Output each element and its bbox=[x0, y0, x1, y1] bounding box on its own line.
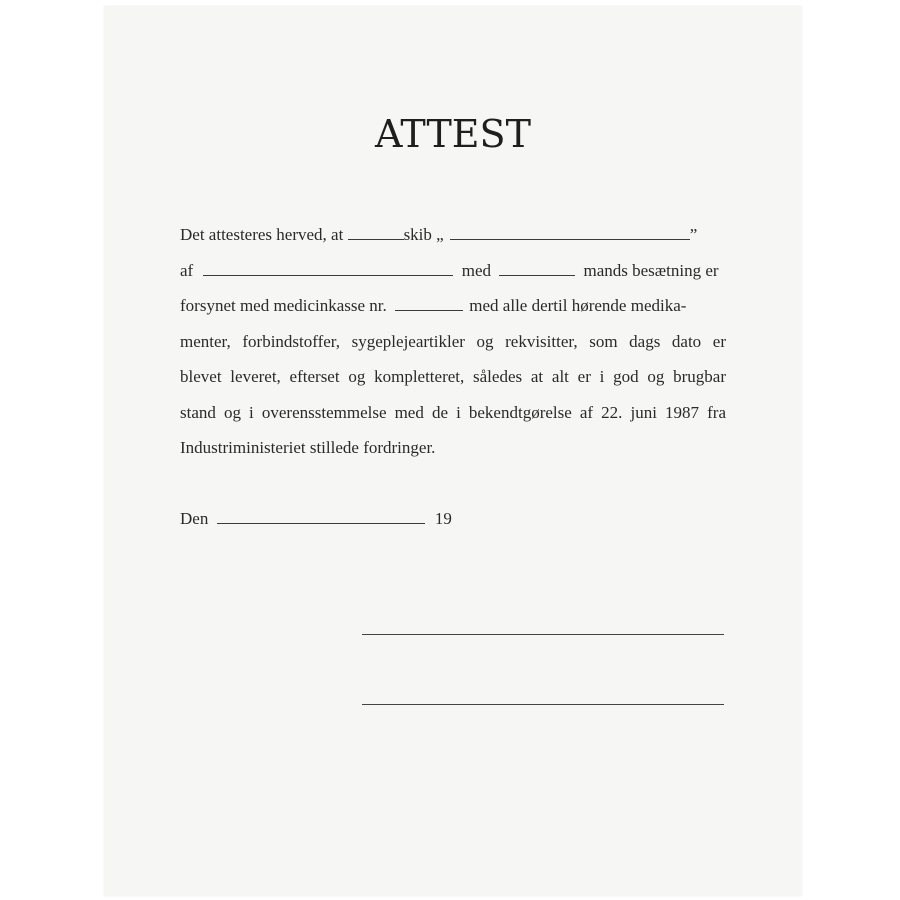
date-year: 19 bbox=[434, 509, 452, 528]
line1-text-b: skib „ bbox=[403, 225, 444, 244]
text-line-6: stand og i overensstemmelse med de i bekendtgørelse af 22. juni 1987 fra bbox=[180, 403, 726, 422]
date-line bbox=[180, 506, 726, 532]
line2-text-a: af bbox=[180, 261, 194, 280]
ship-name-blank[interactable] bbox=[450, 222, 690, 240]
crew-count-blank[interactable] bbox=[499, 258, 575, 276]
line2-text-b: med bbox=[461, 261, 491, 280]
text-line-2 bbox=[180, 258, 726, 284]
line3-text-a: forsynet med medicinkasse nr. bbox=[180, 296, 387, 315]
signature-line-1[interactable] bbox=[362, 634, 724, 635]
line2-text-c: mands besætning er bbox=[583, 261, 719, 280]
text-line-1 bbox=[180, 222, 726, 248]
port-blank[interactable] bbox=[203, 258, 453, 276]
ship-type-blank[interactable] bbox=[348, 222, 404, 240]
date-blank[interactable] bbox=[217, 506, 425, 524]
text-line-3 bbox=[180, 293, 726, 319]
line3-text-b: med alle dertil hørende medika- bbox=[469, 296, 687, 315]
line1-text-c: ” bbox=[689, 225, 698, 244]
signature-line-2[interactable] bbox=[362, 704, 724, 705]
certificate-page bbox=[104, 6, 802, 896]
text-line-5: blevet leveret, efterset og kompletteret, således at alt er i god og brugbar bbox=[180, 367, 726, 386]
medicine-box-number-blank[interactable] bbox=[395, 293, 463, 311]
text-line-7: Industriministeriet stillede fordringer. bbox=[180, 438, 436, 457]
text-line-4: menter, forbindstoffer, sygeplejeartikler og rekvisitter, som dags dato er bbox=[180, 332, 726, 351]
line1-text-a: Det attesteres herved, at bbox=[180, 225, 344, 244]
date-label: Den bbox=[180, 509, 209, 528]
document-title: ATTEST bbox=[375, 112, 531, 156]
